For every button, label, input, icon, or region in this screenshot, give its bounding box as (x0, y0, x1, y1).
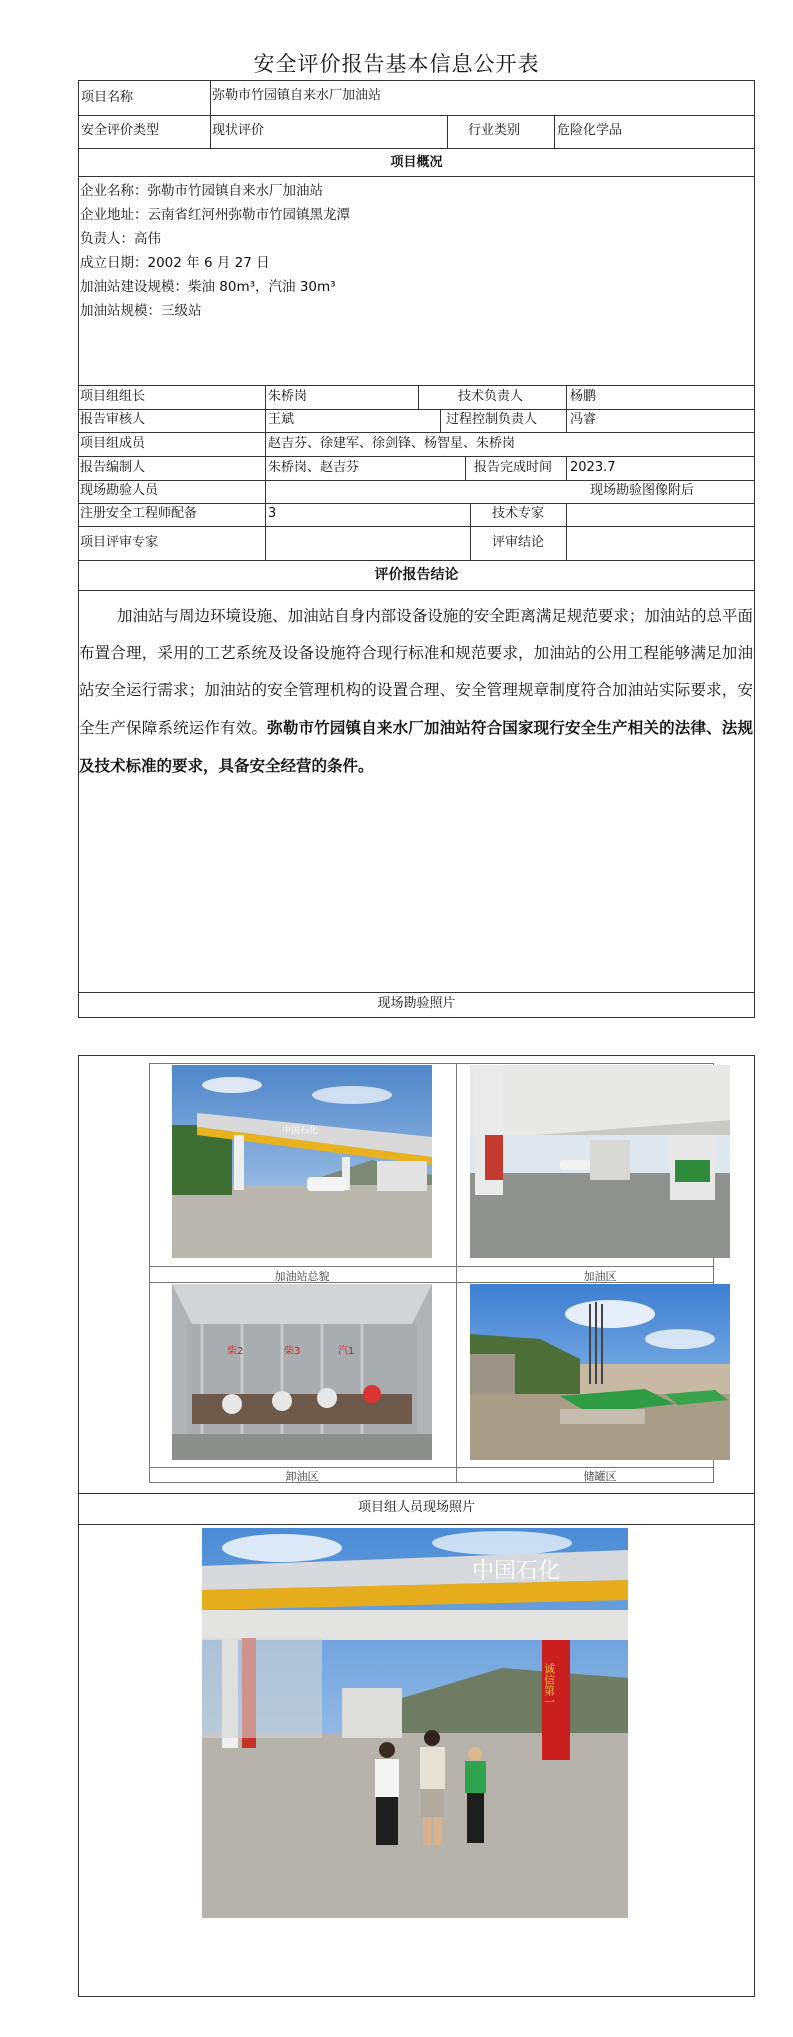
tech-expert-label: 技术专家 (492, 506, 545, 521)
photo-team-onsite (202, 1528, 628, 1918)
page-title: 安全评价报告基本信息公开表 (253, 52, 540, 76)
process-lead-value: 冯睿 (570, 412, 597, 427)
reviewer-value: 王斌 (268, 412, 295, 427)
photo-caption: 加油站总貌 (274, 1270, 330, 1283)
overview-line: 企业名称：弥勒市竹园镇自来水厂加油站 (80, 183, 323, 199)
inspectors-label: 现场勘验人员 (80, 483, 159, 498)
members-value: 赵吉芬、徐建军、徐剑锋、杨智星、朱桥岗 (268, 436, 516, 451)
tech-lead-value: 杨鹏 (570, 389, 597, 404)
overview-line: 负责人：高伟 (80, 231, 161, 247)
tank-label: 柴2 (227, 1346, 244, 1357)
tank-label: 汽1 (338, 1346, 355, 1357)
reviewer-label: 报告审核人 (80, 412, 146, 427)
overview-heading: 项目概况 (390, 155, 443, 170)
project-name-label: 项目名称 (81, 90, 134, 105)
author-value: 朱桥岗、赵吉芬 (268, 460, 360, 475)
canopy-text: 中国石化 (282, 1126, 319, 1136)
tank-label: 柴3 (284, 1346, 301, 1357)
photo-fueling-area (470, 1065, 730, 1258)
team-photo-label: 项目组人员现场照片 (357, 1500, 475, 1515)
overview-block (80, 179, 750, 323)
photo-caption: 储罐区 (583, 1470, 617, 1483)
photo-unloading-area (172, 1284, 432, 1460)
review-expert-label: 项目评审专家 (80, 535, 159, 550)
industry-value: 危险化学品 (557, 123, 623, 138)
completion-value: 2023.7 (570, 460, 616, 475)
conclusion-text: 加油站与周边环境设施、加油站自身内部设备设施的安全距离满足规范要求；加油站的总平面布置合理，采用的工艺系统及设备设施符合现行标准和规范要求，加油站的公用工程能够满足加油站安全运行需求；加油站的安全管理机构的设置合理、安全管理规章制度符合加油站实际要求，安全生产保障系统运作有效。 (79, 607, 753, 737)
project-name-value: 弥勒市竹园镇自来水厂加油站 (212, 88, 382, 103)
photos-section-label: 现场勘验照片 (377, 996, 456, 1011)
overview-line: 加油站建设规模：柴油 80m³，汽油 30m³ (80, 279, 336, 295)
conclusion-heading: 评价报告结论 (374, 567, 459, 583)
engineers-label: 注册安全工程师配备 (80, 506, 198, 521)
overview-line: 企业地址：云南省红河州弥勒市竹园镇黑龙潭 (80, 207, 350, 223)
conclusion-bold-text: 弥勒市竹园镇自来水厂加油站符合国家现行安全生产相关的法律、法规及技术标准的要求，具备安全经营的条件。 (79, 718, 753, 775)
tech-lead-label: 技术负责人 (458, 389, 524, 404)
eval-type-label: 安全评价类型 (81, 123, 160, 138)
photo-tank-area (470, 1284, 730, 1460)
inspectors-note: 现场勘验图像附后 (590, 483, 695, 498)
engineers-value: 3 (268, 506, 277, 521)
members-label: 项目组成员 (80, 436, 146, 451)
team-canopy-text: 中国石化 (472, 1559, 561, 1584)
overview-line: 成立日期：2002 年 6 月 27 日 (80, 255, 270, 271)
overview-line: 加油站规模：三级站 (80, 303, 202, 319)
photo-caption: 加油区 (583, 1270, 617, 1283)
leader-label: 项目组组长 (80, 389, 146, 404)
eval-type-value: 现状评价 (212, 123, 265, 138)
process-lead-label: 过程控制负责人 (446, 412, 538, 427)
completion-label: 报告完成时间 (474, 460, 553, 475)
author-label: 报告编制人 (80, 460, 146, 475)
leader-value: 朱桥岗 (268, 389, 308, 404)
conclusion-paragraph (79, 598, 753, 785)
industry-label: 行业类别 (468, 123, 521, 138)
banner-text: 诚信第一 (542, 1663, 556, 1707)
review-conclusion-label: 评审结论 (492, 535, 545, 550)
photo-caption: 卸油区 (285, 1470, 319, 1483)
photo-station-overview (172, 1065, 432, 1258)
